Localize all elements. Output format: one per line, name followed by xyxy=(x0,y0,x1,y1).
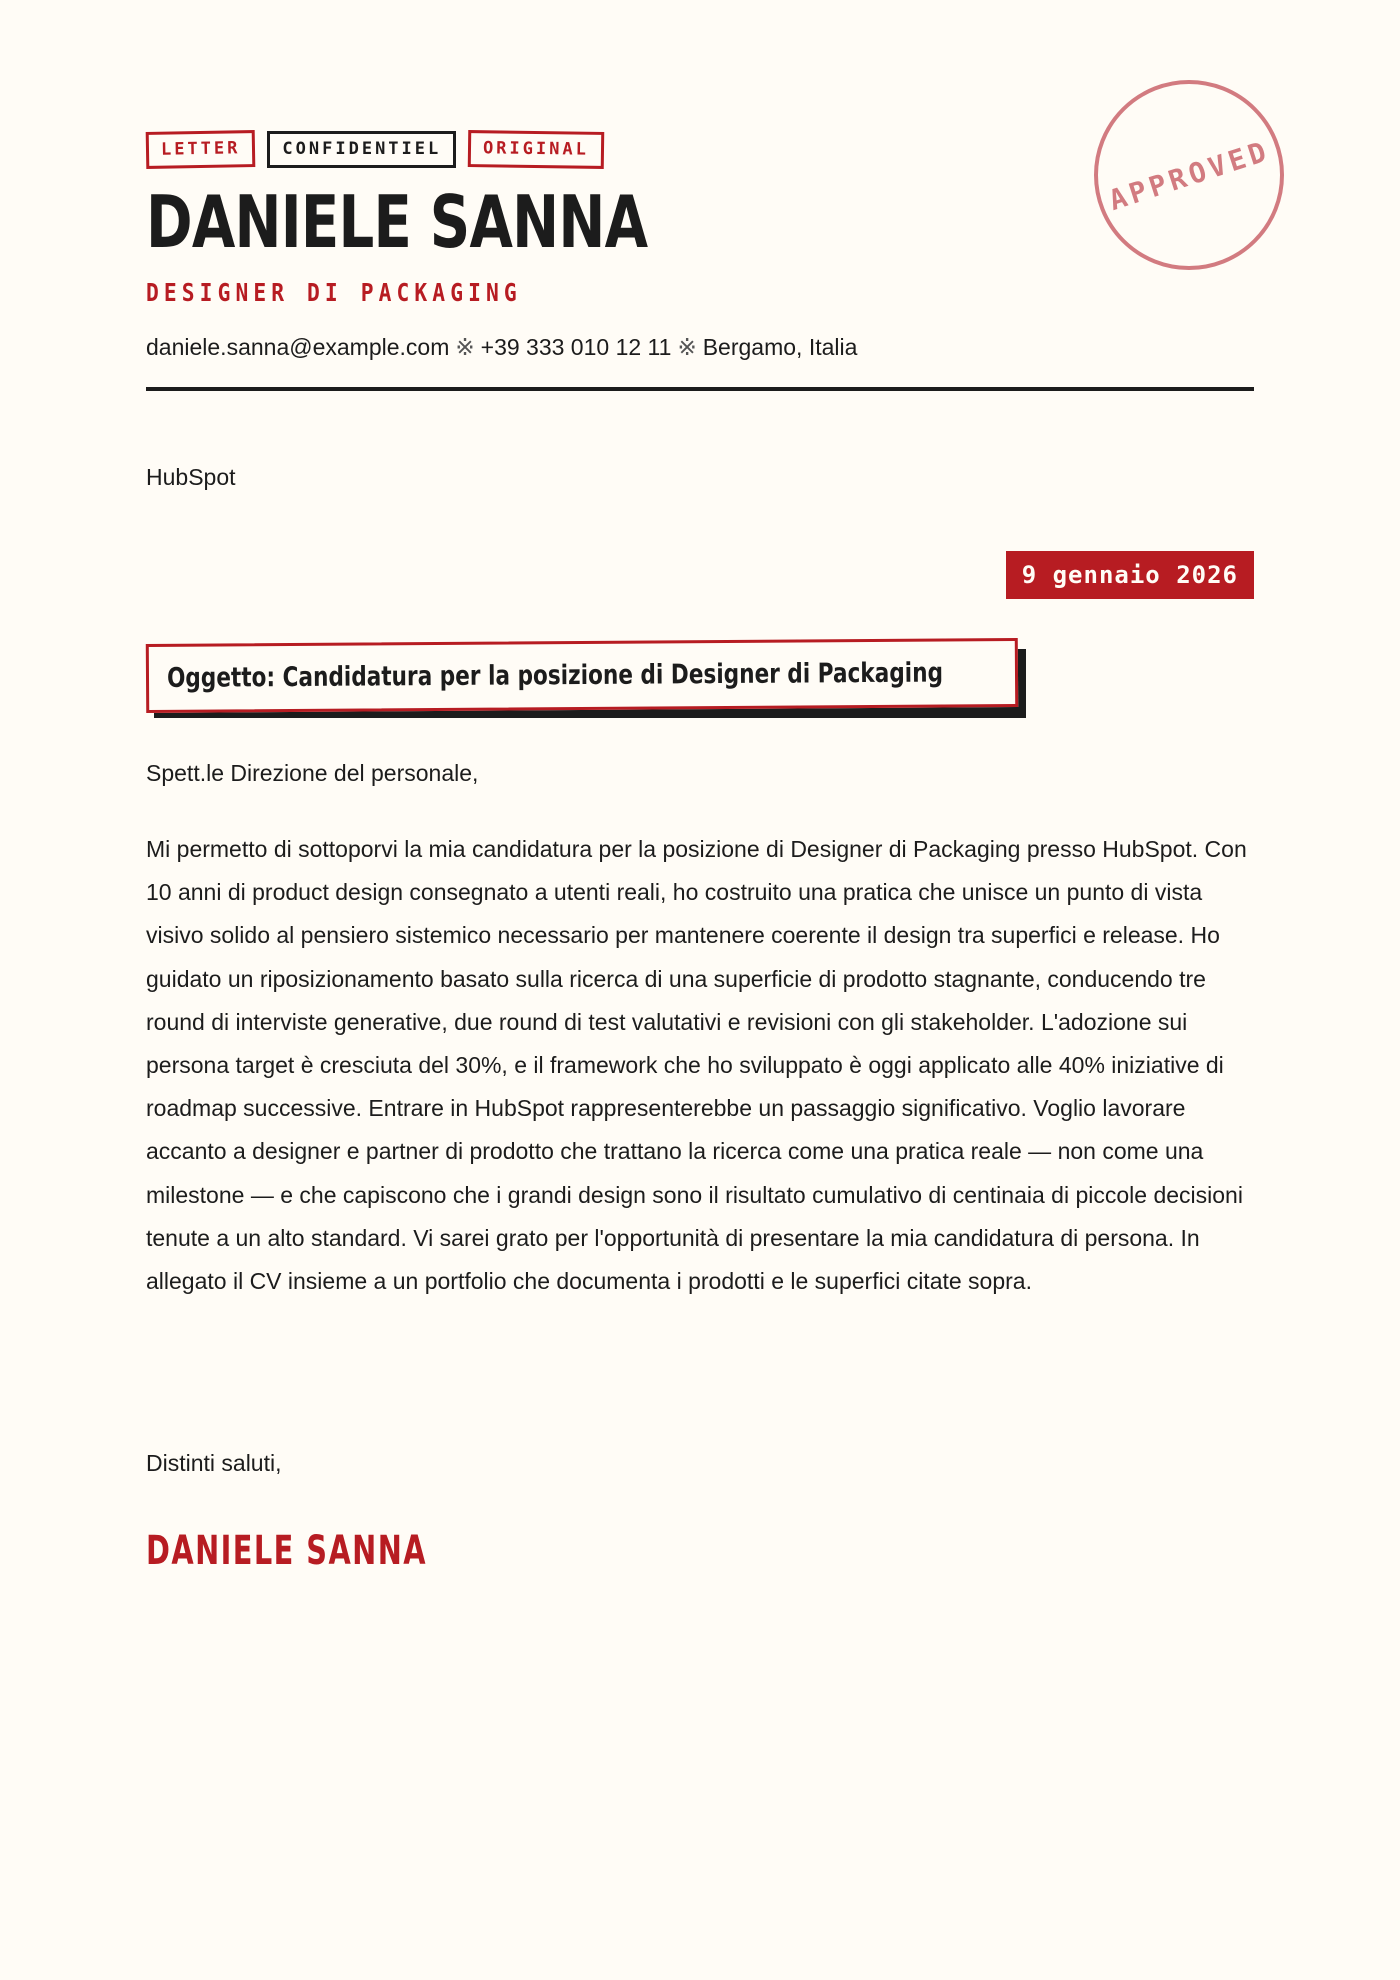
recipient: HubSpot xyxy=(146,464,236,490)
contact-email: daniele.sanna@example.com xyxy=(146,334,450,360)
contact-line xyxy=(146,334,857,361)
approved-stamp xyxy=(1094,80,1284,270)
greeting: Spett.le Direzione del personale, xyxy=(146,760,479,786)
subject-line: Oggetto: Candidatura per la posizione di Designer di Packaging xyxy=(166,657,944,694)
tag-row xyxy=(146,131,604,168)
stamp-text: APPROVED xyxy=(1104,133,1274,217)
subject-box xyxy=(146,641,1018,710)
signature: DANIELE SANNA xyxy=(146,1528,427,1574)
subject-frame xyxy=(146,638,1018,713)
sender-role: DESIGNER DI PACKAGING xyxy=(146,278,522,307)
date-badge: 9 gennaio 2026 xyxy=(1006,551,1254,599)
contact-separator: ※ xyxy=(455,334,475,360)
tag-letter: LETTER xyxy=(146,130,256,169)
contact-location: Bergamo, Italia xyxy=(702,334,858,360)
contact-separator: ※ xyxy=(677,334,697,360)
tag-confidentiel: CONFIDENTIEL xyxy=(267,131,456,168)
tag-original: ORIGINAL xyxy=(468,130,604,169)
sender-name: DANIELE SANNA xyxy=(146,180,648,264)
header-divider xyxy=(146,387,1254,391)
closing: Distinti saluti, xyxy=(146,1450,282,1476)
letter-body: Mi permetto di sottoporvi la mia candidatura per la posizione di Designer di Packaging presso HubSpot. Con 10 anni di product design consegnato a utenti reali, ho costruito una pratica che unisce un punto di vista visivo solido al pensiero sistemico necessario per mantenere coerente il design tra superfici e release. Ho guidato un riposizionamento basato sulla ricerca di una superficie di prodotto stagnante, conducendo tre round di interviste generative, due round di test valutativi e revisioni con gli stakeholder. L'adozione sui persona target è cresciuta del 30%, e il framework che ho sviluppato è oggi applicato alle 40% iniziative di roadmap successive. Entrare in HubSpot rappresenterebbe un passaggio significativo. Voglio lavorare accanto a designer e partner di prodotto che trattano la ricerca come una pratica reale — non come una milestone — e che capiscono che i grandi design sono il risultato cumulativo di centinaia di piccole decisioni tenute a un alto standard. Vi sarei grato per l'opportunità di presentare la mia candidatura di persona. In allegato il CV insieme a un portfolio che documenta i prodotti e le superfici citate sopra. xyxy=(146,836,1247,1295)
contact-phone: +39 333 010 12 11 xyxy=(480,334,672,360)
